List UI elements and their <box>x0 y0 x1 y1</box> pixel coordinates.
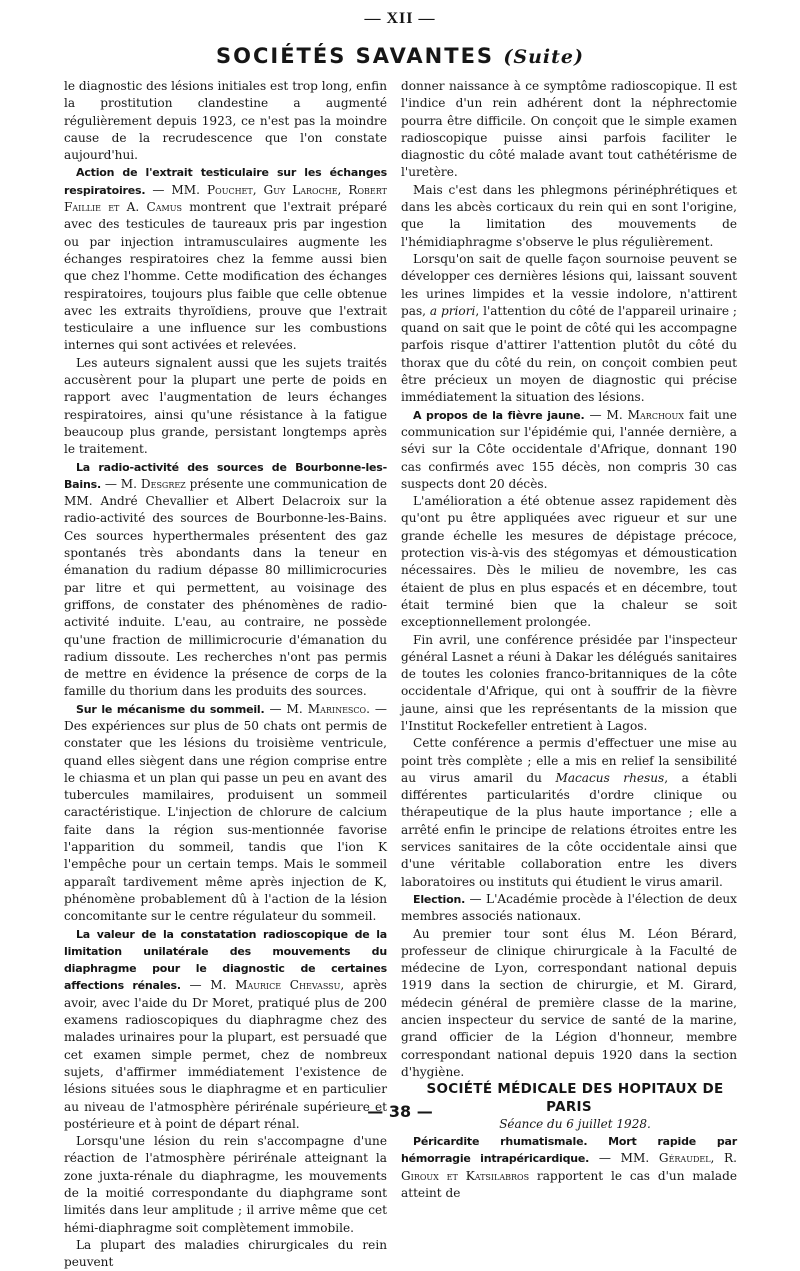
section-title: Election. <box>413 892 466 906</box>
section-text: présente une communication de MM. André Chevallier et Albert Delacroix sur la radio-activité des sources de Bourbonne-les-Bains. Ces sources hyperthermales présentent des gaz spontanés très abondants dans la teneur en émanation du radium dépasse 80 millimicrocuries par litre et qui permettent, au voisinage des griffons, de constater des phénomènes de radio-activité induite. L'eau, au contraire, ne possède qu'une fraction de millimicrocurie d'émanation du radium dissoute. Les recherches n'ont pas permis de mettre en évidence la présence de corps de la famille du thorium dans les produits des sources. <box>64 476 387 699</box>
paragraph: le diagnostic des lésions initiales est trop long, enfin la prostitution clandestine a augmenté régulièrement depuis 1923, ce n'est pas la moindre cause de la recrudescence que l'on constate aujourd'hui. <box>64 79 387 163</box>
section-authors: — MM. Géraudel, R. Giroux et Katsilabros <box>401 1151 737 1183</box>
section-sommeil <box>64 701 387 926</box>
italic-text: Macacus rhesus <box>555 770 665 785</box>
section-title: A propos de la fièvre jaune. <box>413 408 585 422</box>
section-text: rapportent le cas d'un malade atteint de <box>401 1168 737 1200</box>
section-text: — Des expériences sur plus de 50 chats ont permis de constater que les lésions du troisième ventricule, quand elles siègent dans une région comprise entre le chiasma et un plan qui passe un peu en avant des tubercules mamilaires, produisent un sommeil caractéristique. L'injection de chlorure de calcium faite dans la région sus-mentionnée favorise l'apparition du sommeil, tandis que l'ion K l'empêche pour un certain temps. Mais le sommeil apparaît tardivement même après injection de K, phénomène probablement dû à l'action de la lésion concomitante sur le centre régulateur du sommeil. <box>64 701 387 924</box>
right-column <box>401 78 737 1202</box>
society-heading: SOCIÉTÉ MÉDICALE DES HOPITAUX DE PARIS <box>426 1081 724 1115</box>
section-authors: — M. Maurice Chevassu, <box>189 978 345 993</box>
section-authors: — MM. Pouchet, Guy Laroche, Robert Faillie et A. Camus <box>64 182 387 215</box>
seance-date: Séance du 6 juillet 1928. <box>499 1116 651 1131</box>
paragraph: donner naissance à ce symptôme radioscopique. Il est l'indice d'un rein adhérent dont la néphrectomie pourra être difficile. On conçoit que le simple examen radioscopique puisse ainsi parfois faciliter le diagnostic du côté malade avant tout cathétérisme de l'uretère. <box>401 79 737 180</box>
roman-page-number: — XII — <box>364 10 436 27</box>
paragraph: Lorsqu'une lésion du rein s'accompagne d'une réaction de l'atmosphère périrénale atteignant la zone juxta-rénale du diaphragme, les mouvements de la moitié correspondante du diaphgrame sont limités dans leur amplitude ; il arrive même que cet hémi-diaphragme soit complètement immobile. <box>64 1134 387 1235</box>
section-title: Action de l'extrait testiculaire sur les échanges respiratoires. <box>64 166 387 197</box>
section-text: — L'Académie procède à l'élection de deux membres associés nationaux. <box>401 891 737 924</box>
section-text: montrent que l'extrait préparé avec des testicules de taureaux pris par ingestion ou par injection intramusculaires augmente les échanges respiratoires chez la femme aussi bien que chez l'homme. Cette modification des échanges respiratoires, toujours plus faible que celle obtenue avec les extraits thyroïdiens, prouve que l'extrait testiculaire a une influence sur les combustions internes qui sont activées et relevées. <box>64 200 387 353</box>
section-pericardite <box>401 1133 737 1202</box>
paragraph: Mais c'est dans les phlegmons périnéphrétiques et dans les abcès corticaux du rein qui en sont l'origine, que la limitation des mouvements de l'hémidiaphragme s'observe le plus régulièrement. <box>401 182 737 249</box>
section-text: après avoir, avec l'aide du Dr Moret, pratiqué plus de 200 examens radioscopiques du diaphragme chez des malades urinaires pour la plupart, est persuadé que cet examen simple permet, chez de nombreux sujets, d'affirmer immédiatement l'existence de lésions situées sous le diaphragme et en particulier au niveau de l'atmosphère périrénale supérieure et postérieure et à point de départ rénal. <box>64 978 387 1131</box>
section-title: La radio-activité des sources de Bourbonne-les-Bains. <box>64 460 387 491</box>
paragraph <box>401 251 737 407</box>
section-election <box>401 891 737 926</box>
page-number: — 38 — <box>367 1102 433 1121</box>
section-title: La valeur de la constatation radioscopique de la limitation unilatérale des mouvements du diaphragme pour le diagnostic de certaines affections rénales. <box>64 927 387 993</box>
paragraph <box>401 735 737 891</box>
section-text: fait une communication sur l'épidémie qui, l'année dernière, a sévi sur la Côte occidentale d'Afrique, donnant 190 cas confirmés avec 155 décès, non compris 30 cas suspects dont 20 décès. <box>401 407 737 491</box>
text-run: Lorsqu'on sait de quelle façon sournoise peuvent se développer ces dernières lésions qui, laissant souvent les urines limpides et la vessie indolore, n'attirent pas, <box>401 251 737 318</box>
section-authors: — M. Desgrez <box>104 476 186 491</box>
header-title: SOCIÉTÉS SAVANTES <box>216 44 495 68</box>
paragraph: Fin avril, une conférence présidée par l'inspecteur général Lasnet a réuni à Dakar les délégués sanitaires de toutes les colonies franco-britanniques de la côte occidentale d'Afrique, qui ont à souffrir de la fièvre jaune, ainsi que les représentants de la mission que l'Institut Rockefeller entretient à Lagos. <box>401 632 737 733</box>
text-run: , l'attention du côté de l'appareil urinaire ; quand on sait que le point de côté qui les accompagne parfois risque d'attirer l'attention plutôt du côté du thorax que du côté du rein, on conçoit combien peut être précieux un moyen de diagnostic qui précise immédiatement la situation des lésions. <box>401 303 737 405</box>
left-column <box>64 78 387 1271</box>
text-run: , a établi différentes particularités d'ordre clinique ou thérapeutique de la plus haute importance ; elle a arrêté enfin le principe de relations étroites entre les services sanitaires de la côte occidentale ainsi que d'une véritable collaboration entre les divers laboratoires ou instituts qui étudient le virus amaril. <box>401 770 737 889</box>
text-run: Cette conférence a permis d'effectuer une mise au point très complète ; elle a mis en relief la sensibilité au virus amaril du <box>401 736 737 785</box>
paragraph: L'amélioration a été obtenue assez rapidement dès qu'ont pu être appliquées avec rigueur et sur une grande échelle les mesures de dépistage précoce, protection vis-à-vis des stégomyas et démoustication nécessaires. Dès le milieu de novembre, les cas étaient de plus en plus espacés et en décembre, tout était terminé bien que la chaleur se soit exceptionnellement prolongée. <box>401 494 737 630</box>
section-fievre-jaune <box>401 407 737 493</box>
running-header <box>0 44 800 68</box>
section-title: Péricardite rhumatismale. Mort rapide par hémorragie intrapéricardique. <box>401 1135 737 1166</box>
paragraph: Les auteurs signalent aussi que les sujets traités accusèrent pour la plupart une perte de poids en rapport avec l'augmentation de leurs échanges respiratoires, ainsi qu'une résistance à la fatigue beaucoup plus grande, persistant longtemps après le traitement. <box>64 355 387 457</box>
italic-text: a priori <box>429 303 476 318</box>
section-title: Sur le mécanisme du sommeil. <box>76 702 265 716</box>
section-authors: — M. Marchoux <box>589 407 684 422</box>
paragraph: Au premier tour sont élus M. Léon Bérard, professeur de clinique chirurgicale à la Faculté de médecine de Lyon, correspondant national depuis 1919 dans la section de chirurgie, et M. Girard, médecin général de première classe de la marine, ancien inspecteur du service de santé de la marine, grand officier de la Légion d'honneur, membre correspondant national depuis 1920 dans la section d'hygiène. <box>401 926 737 1079</box>
paragraph: La plupart des maladies chirurgicales du rein peuvent <box>64 1237 387 1270</box>
section-radio-activite <box>64 459 387 701</box>
header-suffix: (Suite) <box>503 46 584 68</box>
section-extrait-testiculaire <box>64 164 387 354</box>
section-authors: — M. Marinesco. <box>269 701 370 716</box>
